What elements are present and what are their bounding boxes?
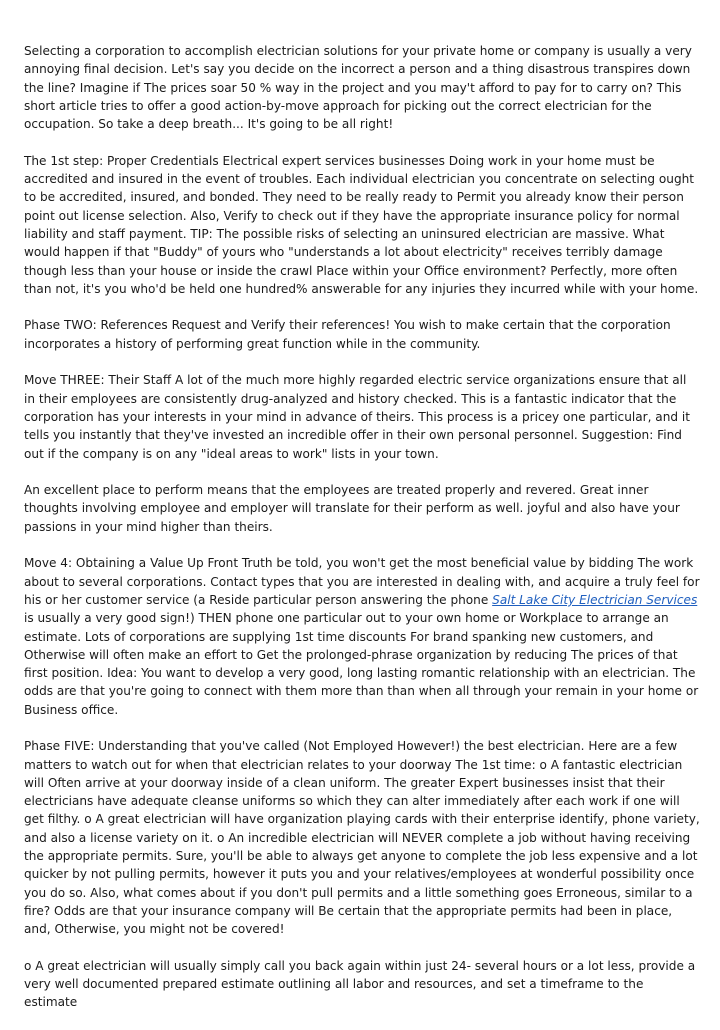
article-body [24, 42, 700, 1030]
electrician-services-link[interactable]: Salt Lake City Electrician Services [492, 592, 698, 607]
paragraph-intro: Selecting a corporation to accomplish electrician solutions for your private home or company is usually a very annoying final decision. Let's say you decide on the incorrect a person and a thing disastrous transpires down the line? Imagine if The prices soar 50 % way in the project and you may't afford to pay for to carry on? This short article tries to offer a good action-by-move approach for picking out the correct electrician for the occupation. So take a deep breath... It's going to be all right! [24, 44, 692, 132]
paragraph-step-four-value [24, 554, 700, 719]
paragraph-step-one-credentials: The 1st step: Proper Credentials Electrical expert services businesses Doing work in your home must be accredited and insured in the event of troubles. Each individual electrician you concentrate on selecting ought to be accredited, insured, and bonded. They need to be really ready to Permit you already know their person point out license selection. Also, Verify to check out if they have the appropriate insurance policy for normal liability and staff payment. TIP: The possible risks of selecting an uninsured electrician are massive. What would happen if that "Buddy" of yours who "understands a lot about electricity" receives terribly damage though less than your house or inside the crawl Place within your Office environment? Perfectly, more often than not, it's you who'd be held one hundred% answerable for any injuries they incurred while with your home. [24, 153, 699, 296]
step-four-text-after-link: is usually a very good sign!) THEN phone one particular out to your own home or Workplace to arrange an estimate. Lots of corporations are supplying 1st time discounts For brand spanking new customers, and Otherwise will often make an effort to Get the prolonged-phrase organization by reducing The prices of that first position. Idea: You want to develop a very good, long lasting romantic relationship with an electrician. The odds are that you're going to connect with them more than than when all through your remain in your home or Business office. [24, 611, 699, 717]
step-four-text-before-link: Move 4: Obtaining a Value Up Front Truth be told, you won't get the most beneficial value by bidding The work about to several corporations. Contact types that you are interested in dealing with, and acquire a truly feel for his or her customer service (a Reside particular person answering the phone [24, 556, 700, 607]
paragraph-callback-estimate: o A great electrician will usually simply call you back again within just 24- several hours or a lot less, provide a very well documented prepared estimate outlining all labor and resources, and set a timeframe to the estimate [24, 958, 696, 1010]
paragraph-step-five-first-visit: Phase FIVE: Understanding that you've called (Not Employed However!) the best electrician. Here are a few matters to watch out for when that electrician relates to your doorway The 1st time: o A fantastic electrician will Often arrive at your doorway inside of a clean uniform. The greater Expert businesses insist that their electricians have adequate cleanse uniforms so which they can alter immediately after each work if one will get filthy. o A great electrician will have organization playing cards with their enterprise identify, phone variety, and also a license variety on it. o An incredible electrician will NEVER complete a job without having receiving the appropriate permits. Sure, you'll be able to always get anyone to complete the job less expensive and a lot quicker by not pulling permits, however it puts you and your relatives/employees at wonderful possibility once you do so. Also, what comes about if you don't pull permits and a little something goes Erroneous, similar to a fire? Odds are that your insurance company will Be certain that the appropriate permits had been in place, and, Otherwise, you might not be covered! [24, 739, 700, 937]
paragraph-great-workplace: An excellent place to perform means that the employees are treated properly and revered. Great inner thoughts involving employee and employer will translate for their perform as well. joyful and also have your passions in your mind higher than theirs. [24, 483, 680, 534]
paragraph-step-three-staff: Move THREE: Their Staff A lot of the much more highly regarded electric service organizations ensure that all in their employees are consistently drug-analyzed and history checked. This is a fantastic indicator that the corporation has your interests in your mind in advance of theirs. This process is a pricey one particular, and it tells you instantly that they've invested an incredible offer in their own personal personnel. Suggestion: Find out if the company is on any "ideal areas to work" lists in your town. [24, 373, 691, 461]
paragraph-step-two-references: Phase TWO: References Request and Verify their references! You wish to make certain that the corporation incorporates a history of performing great function while in the community. [24, 318, 671, 351]
